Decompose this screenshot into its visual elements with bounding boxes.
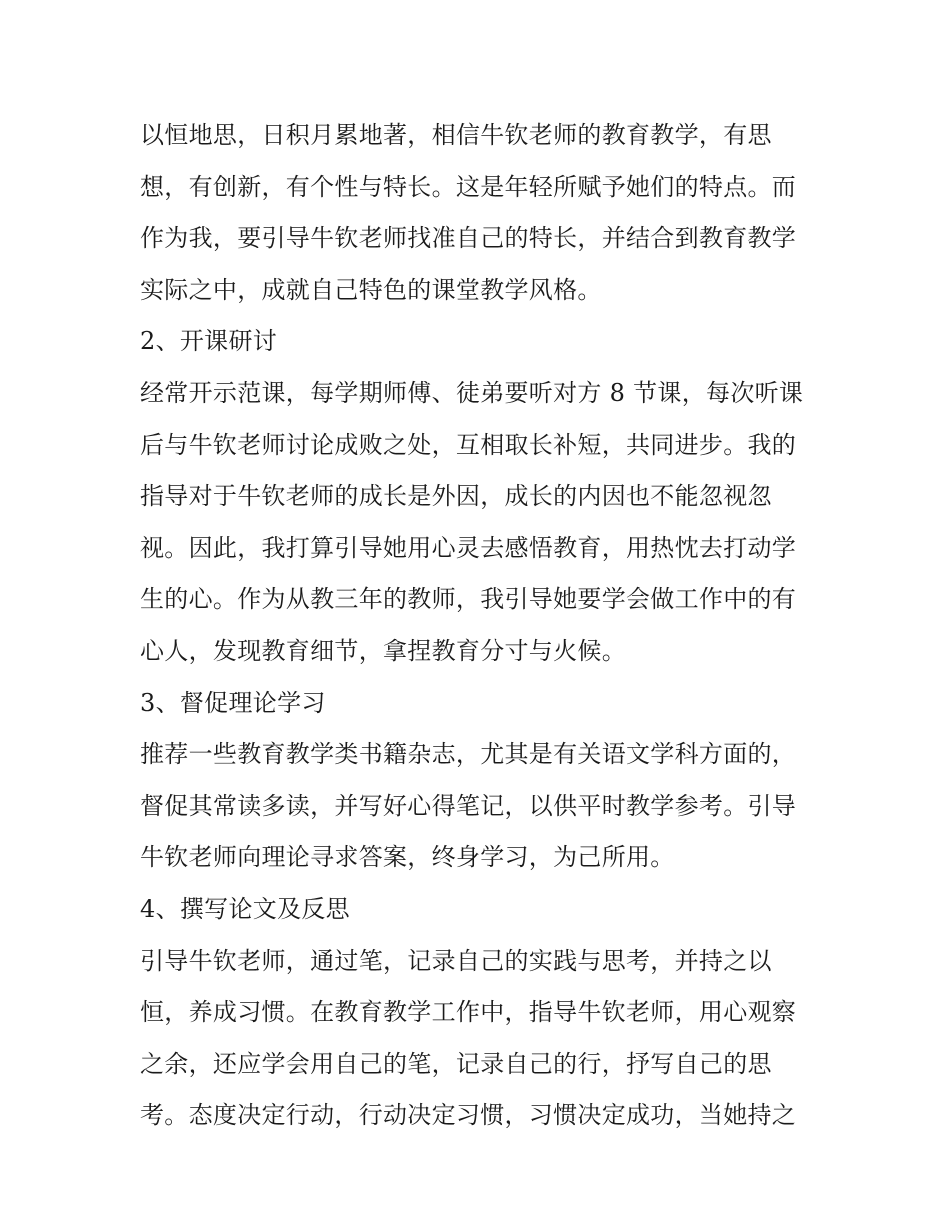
paragraph-line: 后与牛钦老师讨论成败之处，互相取长补短，共同进步。我的 [140,430,797,459]
paragraph-line: 经常开示范课，每学期师傅、徒弟要听对方 8 节课，每次听课 [140,378,804,407]
paragraph-line: 指导对于牛钦老师的成长是外因，成长的内因也不能忽视忽 [140,482,772,511]
document-body [140,110,820,1142]
section-heading: 2、开课研讨 [140,327,278,356]
paragraph-line: 心人，发现教育细节，拿捏教育分寸与火候。 [140,636,626,665]
paragraph-line: 生的心。作为从教三年的教师，我引导她要学会做工作中的有 [140,585,797,614]
section-heading: 3、督促理论学习 [140,688,326,717]
paragraph-line: 牛钦老师向理论寻求答案，终身学习，为己所用。 [140,843,675,872]
paragraph-line: 以恒地思，日积月累地著，相信牛钦老师的教育教学，有思 [140,121,772,149]
section-heading: 4、撰写论文及反思 [140,894,350,923]
paragraph-line: 作为我，要引导牛钦老师找准自己的特长，并结合到教育教学 [140,224,797,253]
paragraph-line: 考。态度决定行动，行动决定习惯，习惯决定成功，当她持之 [140,1101,797,1130]
paragraph-line: 引导牛钦老师，通过笔，记录自己的实践与思考，并持之以 [140,946,772,975]
paragraph-line: 之余，还应学会用自己的笔，记录自己的行，抒写自己的思 [140,1049,772,1078]
paragraph-line: 想，有创新，有个性与特长。这是年轻所赋予她们的特点。而 [140,172,797,201]
paragraph-line: 督促其常读多读，并写好心得笔记，以供平时教学参考。引导 [140,791,797,820]
paragraph-line: 视。因此，我打算引导她用心灵去感悟教育，用热忱去打动学 [140,533,797,562]
paragraph-line: 推荐一些教育教学类书籍杂志，尤其是有关语文学科方面的， [140,740,797,769]
paragraph-line: 恒，养成习惯。在教育教学工作中，指导牛钦老师，用心观察 [140,998,797,1027]
paragraph-line: 实际之中，成就自己特色的课堂教学风格。 [140,275,602,304]
